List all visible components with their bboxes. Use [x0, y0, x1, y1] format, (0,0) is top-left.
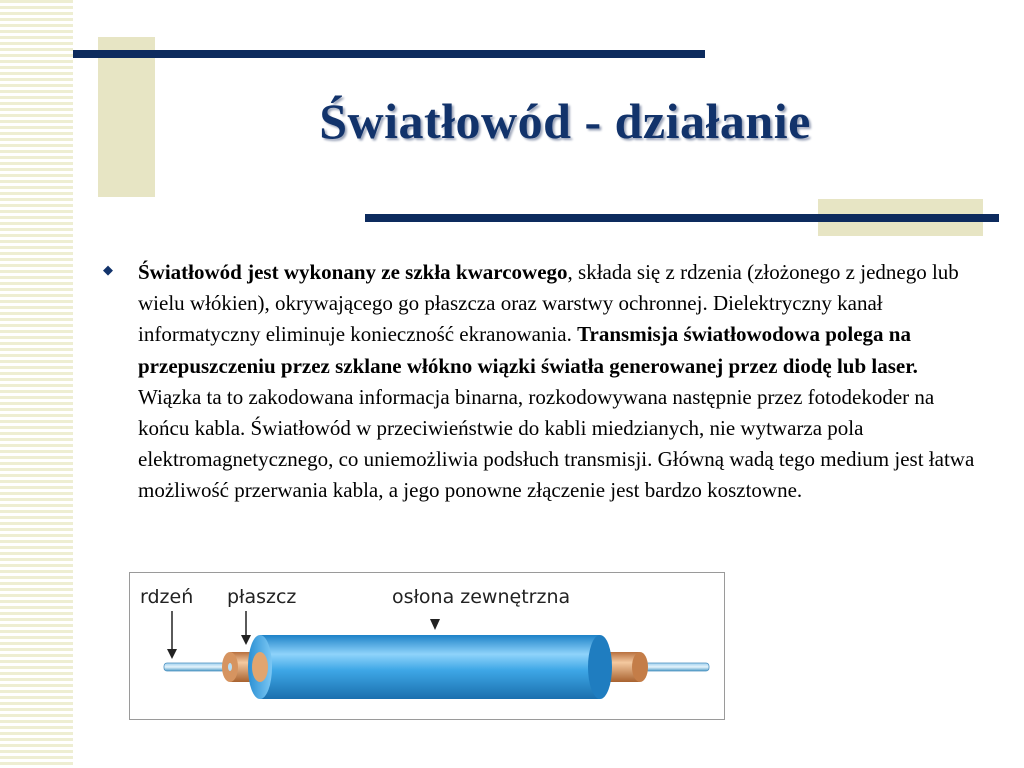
text-segment-1: , składa się z rdzenia (złożonego z jednego lub wielu włókien), okrywającego go płaszcza oraz warstwy ochronnej. Dielektryczny kanał informatyczny eliminuje konieczność ekranowania.	[138, 260, 959, 347]
arrow-jacket	[430, 619, 440, 630]
decorative-block-top	[98, 37, 155, 197]
page-title: Światłowód - działanie	[319, 93, 811, 149]
title-underline	[365, 214, 999, 222]
decorative-stripes	[0, 0, 73, 768]
fiber-diagram	[129, 572, 725, 720]
body-paragraph	[138, 257, 983, 507]
label-core: rdzeń	[140, 586, 194, 608]
arrow-core	[167, 611, 177, 659]
label-cladding: płaszcz	[227, 586, 297, 608]
text-segment-2: Wiązka ta to zakodowana informacja binarna, rozkodowywana następnie przez fotodekoder na końcu kabla. Światłowód w przeciwieństwie do kabli miedzianych, nie wytwarza pola elektromagnetycznego, co uniemożliwia podsłuch transmisji. Główną wadą tego medium jest łatwa możliwość przerwania kabla, a jego ponowne złączenie jest bardzo kosztowne.	[138, 384, 975, 503]
core-end	[228, 663, 232, 671]
top-rule	[73, 50, 705, 58]
bold-intro: Światłowód jest wykonany ze szkła kwarcowego	[138, 260, 568, 284]
arrow-cladding	[241, 611, 251, 645]
fiber-diagram-svg	[130, 573, 724, 719]
label-jacket: osłona zewnętrzna	[392, 586, 571, 608]
outer-jacket	[248, 635, 612, 699]
bullet-icon: ◆	[103, 262, 113, 277]
bold-transmission: Transmisja światłowodowa polega na przepuszczeniu przez szklane włókno wiązki światła generowanej przez diodę lub laser.	[138, 322, 918, 378]
